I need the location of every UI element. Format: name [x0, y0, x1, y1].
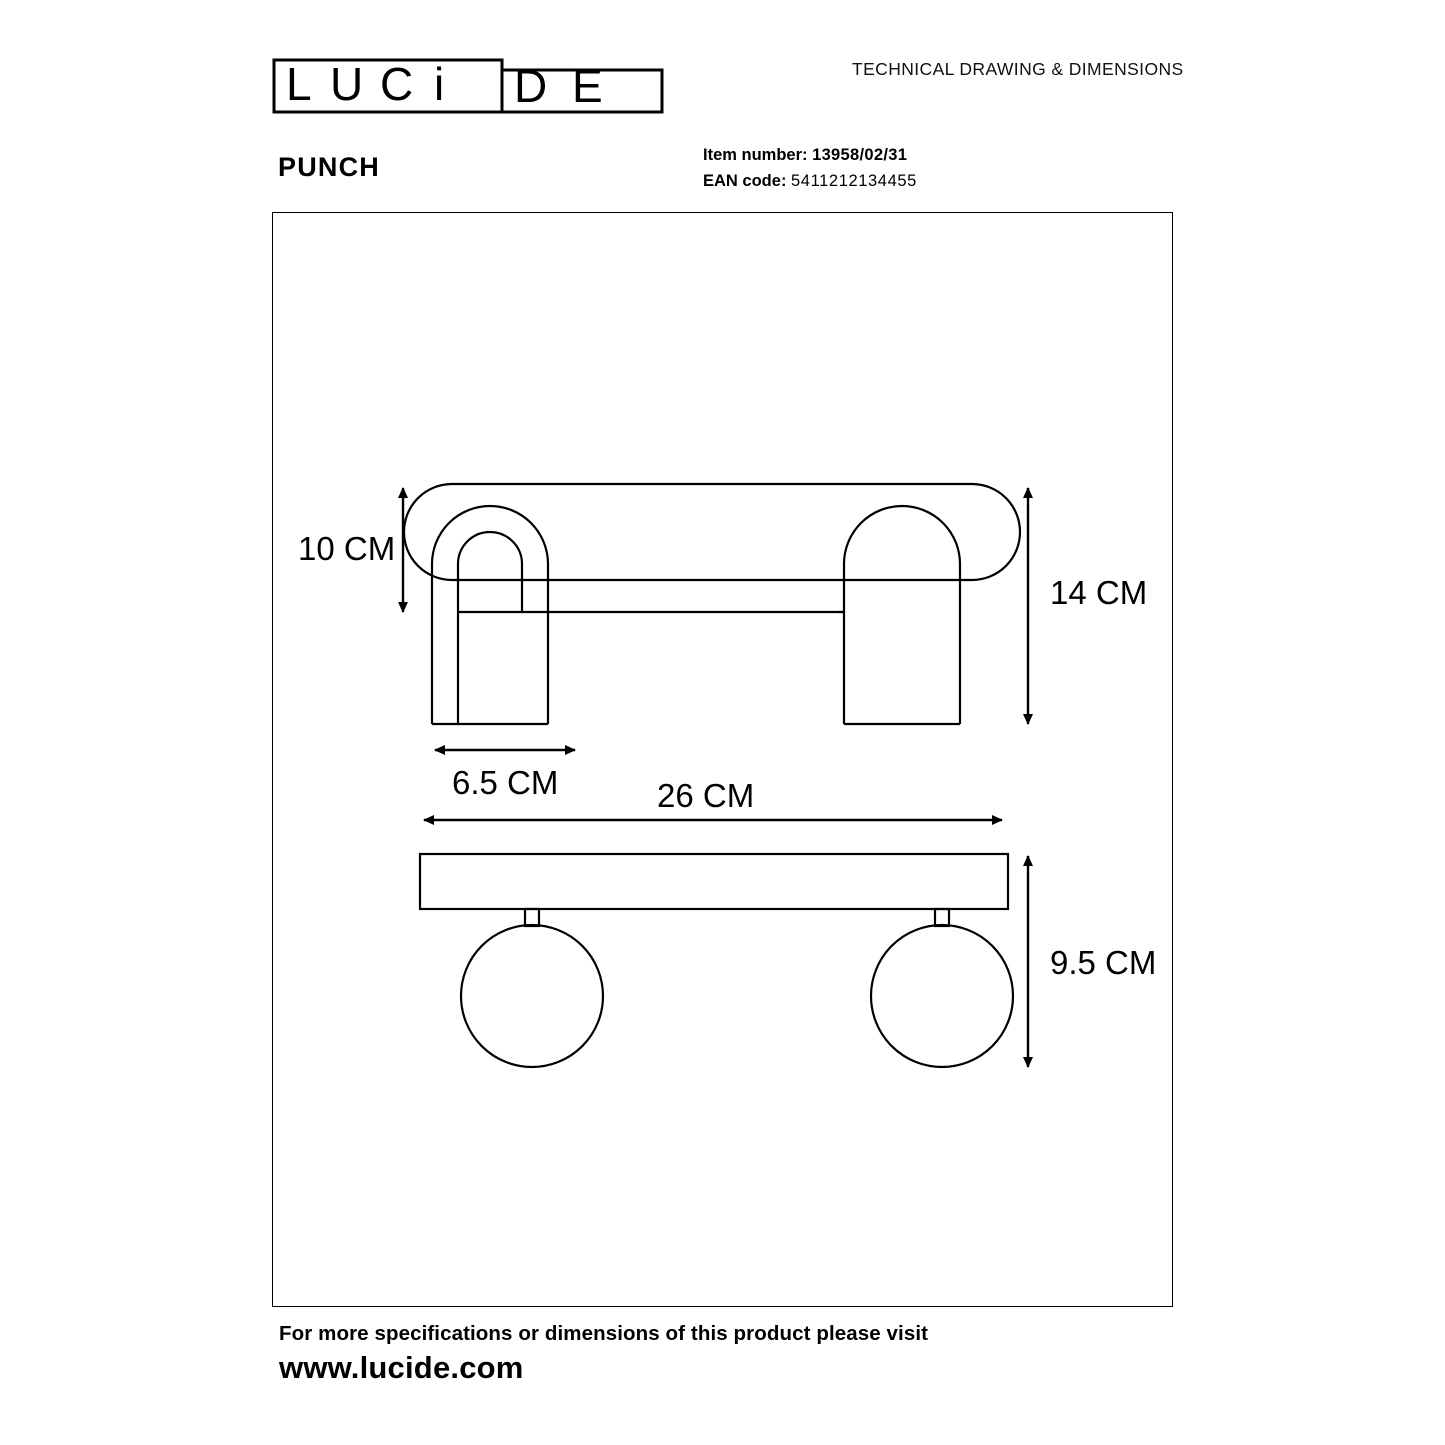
ean-code-label: EAN code — [703, 172, 781, 190]
item-number — [703, 146, 907, 165]
svg-text:E: E — [572, 60, 612, 112]
technical-drawing — [272, 212, 1173, 1307]
page-title: PUNCH — [278, 152, 381, 182]
footer-text: For more specifications or dimensions of this product please visit — [279, 1322, 929, 1345]
dimension-label-6-5cm: 6.5 CM — [452, 764, 559, 801]
dimension-label-14cm: 14 CM — [1050, 574, 1148, 611]
svg-text:U: U — [330, 58, 373, 110]
svg-text:i: i — [434, 58, 454, 110]
header-title: TECHNICAL DRAWING & DIMENSIONS — [852, 59, 1184, 79]
item-number-value: 13958/02/31 — [812, 146, 908, 164]
svg-text:L: L — [286, 58, 321, 110]
svg-text:C: C — [380, 58, 423, 110]
lucide-logo — [272, 58, 664, 114]
ean-code — [703, 172, 917, 191]
ean-code-value: 5411212134455 — [791, 172, 917, 190]
footer-website[interactable]: www.lucide.com — [279, 1350, 524, 1385]
ean-code-separator: : — [780, 172, 787, 190]
dimension-label-9-5cm: 9.5 CM — [1050, 944, 1157, 981]
dimension-label-10cm: 10 CM — [298, 530, 396, 567]
dimension-label-26cm: 26 CM — [657, 777, 755, 814]
svg-text:D: D — [514, 60, 557, 112]
item-number-label: Item number: — [703, 146, 808, 164]
